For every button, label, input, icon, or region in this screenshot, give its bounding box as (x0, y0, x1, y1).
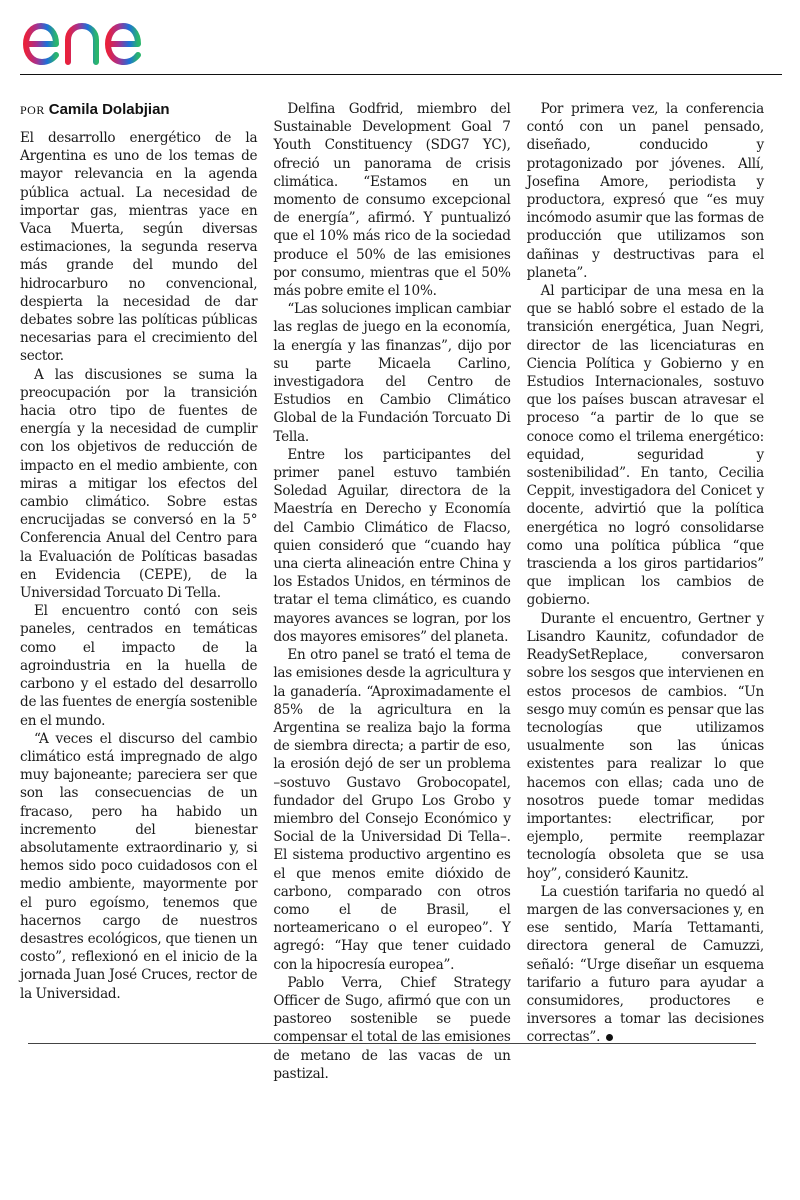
article-paragraph-last (527, 883, 764, 1047)
end-mark-icon (606, 1034, 613, 1041)
article-paragraph: Al participar de una mesa en la que se habló sobre el estado de la transición energética, Juan Negri, director de las licenciaturas en Ciencia Política y Gobierno y en Estudios Internacionales, sostuvo que los países buscan atravesar el proceso “a partir de lo que se conoce como el trilema energético: equidad, seguridad y sostenibilidad”. En tanto, Cecilia Ceppit, investigadora del Conicet y docente, advirtió que la política energética no logró consolidarse como una política pública “que trascienda a los giros partidarios” que implican los cambios de gobierno. (526, 283, 764, 609)
enel-logo (20, 8, 170, 70)
column-1 (20, 100, 257, 1030)
article-paragraph: En otro panel se trató el tema de las emisiones desde la agricultura y la ganadería. “Aproximadamente el 85% de la agricultura en la Argentina se realiza bajo la forma de siembra directa; a partir de eso, la erosión dejó de ser un problema –sostuvo Gustavo Grobocopatel, fundador del Grupo Los Grobo y miembro del Consejo Económico y Social de la Universidad Di Tella–. El sistema productivo argentino es el que menos emite dióxido de carbono, comparado con otros como el de Brasil, el norteamericano o el europeo”. Y agregó: “Hay que tener cuidado con la hipocresía europea”. (273, 647, 511, 973)
byline (20, 100, 257, 119)
byline-author: Camila Dolabjian (48, 101, 170, 118)
article-paragraph: A las discusiones se suma la preocupación por la transición hacia otro tipo de fuentes de energía y la necesidad de cumplir con los objetivos de reducción de impacto en el medio ambiente, con miras a mitigar los efectos del cambio climático. Sobre estas encrucijadas se conversó en la 5° Conferencia Anual del Centro para la Evaluación de Políticas basadas en Evidencia (CEPE), de la Universidad Torcuato Di Tella. (20, 366, 258, 602)
header-rule (20, 74, 782, 75)
byline-prefix: POR (20, 103, 45, 117)
column-3 (526, 100, 764, 1046)
last-paragraph-text: La cuestión tarifaria no quedó al margen de las conversaciones y, en ese sentido, María Tettamanti, directora general de Camuzzi, señaló: “Urge diseñar un esquema tarifario a futuro para ayudar a consumidores, productores e inversores a tomar las decisiones correctas”. (526, 883, 764, 1046)
article-paragraph: Pablo Verra, Chief Strategy Officer de Sugo, afirmó que con un pastoreo sostenible se puede compensar el total de las emisiones de metano de las vacas de un pastizal. (273, 974, 511, 1082)
article-columns (20, 100, 764, 1082)
article-paragraph: Por primera vez, la conferencia contó con un panel pensado, diseñado, conducido y protagonizado por jóvenes. Allí, Josefina Amore, periodista y productora, expresó que “es muy incómodo asumir que las formas de producción que utilizamos son dañinas y destructivas para el planeta”. (526, 101, 764, 281)
article-paragraph: El desarrollo energético de la Argentina es uno de los temas de mayor relevancia en la agenda pública actual. La necesidad de importar gas, mientras yace en Vaca Muerta, según diversas estimaciones, la segunda reserva más grande del mundo del hidrocarburo no convencional, despierta la necesidad de dar debates sobre las políticas públicas necesarias para el crecimiento del sector. (20, 130, 258, 365)
article-paragraph: “Las soluciones implican cambiar las reglas de juego en la economía, la energía y las finanzas”, dijo por su parte Micaela Carlino, investigadora del Centro de Estudios en Cambio Climático Global de la Fundación Torcuato Di Tella. (273, 301, 511, 445)
article-paragraph: Delfina Godfrid, miembro del Sustainable Development Goal 7 Youth Constituency (SDG7 YC), ofreció un panorama de crisis climática. “Estamos en un momento de consumo excepcional de energía”, afirmó. Y puntualizó que el 10% más rico de la sociedad produce el 50% de las emisiones por consumo, mientras que el 50% más pobre emite el 10%. (273, 101, 511, 300)
article-paragraph: Entre los participantes del primer panel estuvo también Soledad Aguilar, directora de la Maestría en Derecho y Economía del Cambio Climático de Flacso, quien consideró que “cuando hay una cierta alineación entre China y los Estados Unidos, en términos de tratar el tema climático, es cuando mayores avances se logran, por los dos mayores emisores” del planeta. (273, 446, 511, 645)
article-paragraph: Durante el encuentro, Gertner y Lisandro Kaunitz, cofundador de ReadySetReplace, conversaron sobre los sesgos que intervienen en estos procesos de cambios. “Un sesgo muy común es pensar que las tecnologías que utilizamos usualmente son las únicas existentes para realizar lo que hacemos con ellas; cada uno de nosotros puede tomar medidas importantes: electrificar, por ejemplo, permite reemplazar tecnología obsoleta que se usa hoy”, consideró Kaunitz. (526, 610, 764, 882)
footer-rule (28, 1043, 756, 1044)
column-2 (273, 100, 511, 1082)
article-paragraph: El encuentro contó con seis paneles, centrados en temáticas como el impacto de la agroindustria en la huella de carbono y el estado del desarrollo de las fuentes de energía sostenible en el mundo. (20, 603, 258, 729)
article-paragraph: “A veces el discurso del cambio climático está impregnado de algo muy bajoneante; pareciera ser que son las consecuencias de un fracaso, pero ha habido un incremento del bienestar absolutamente extraordinario y, si hemos sido poco cuidadosos con el medio ambiente, mayormente por el puro egoísmo, tenemos que hacernos cargo de nuestros desastres ecológicos, que tienen un costo”, reflexionó en el inicio de la jornada Juan José Cruces, rector de la Universidad. (20, 730, 258, 1002)
